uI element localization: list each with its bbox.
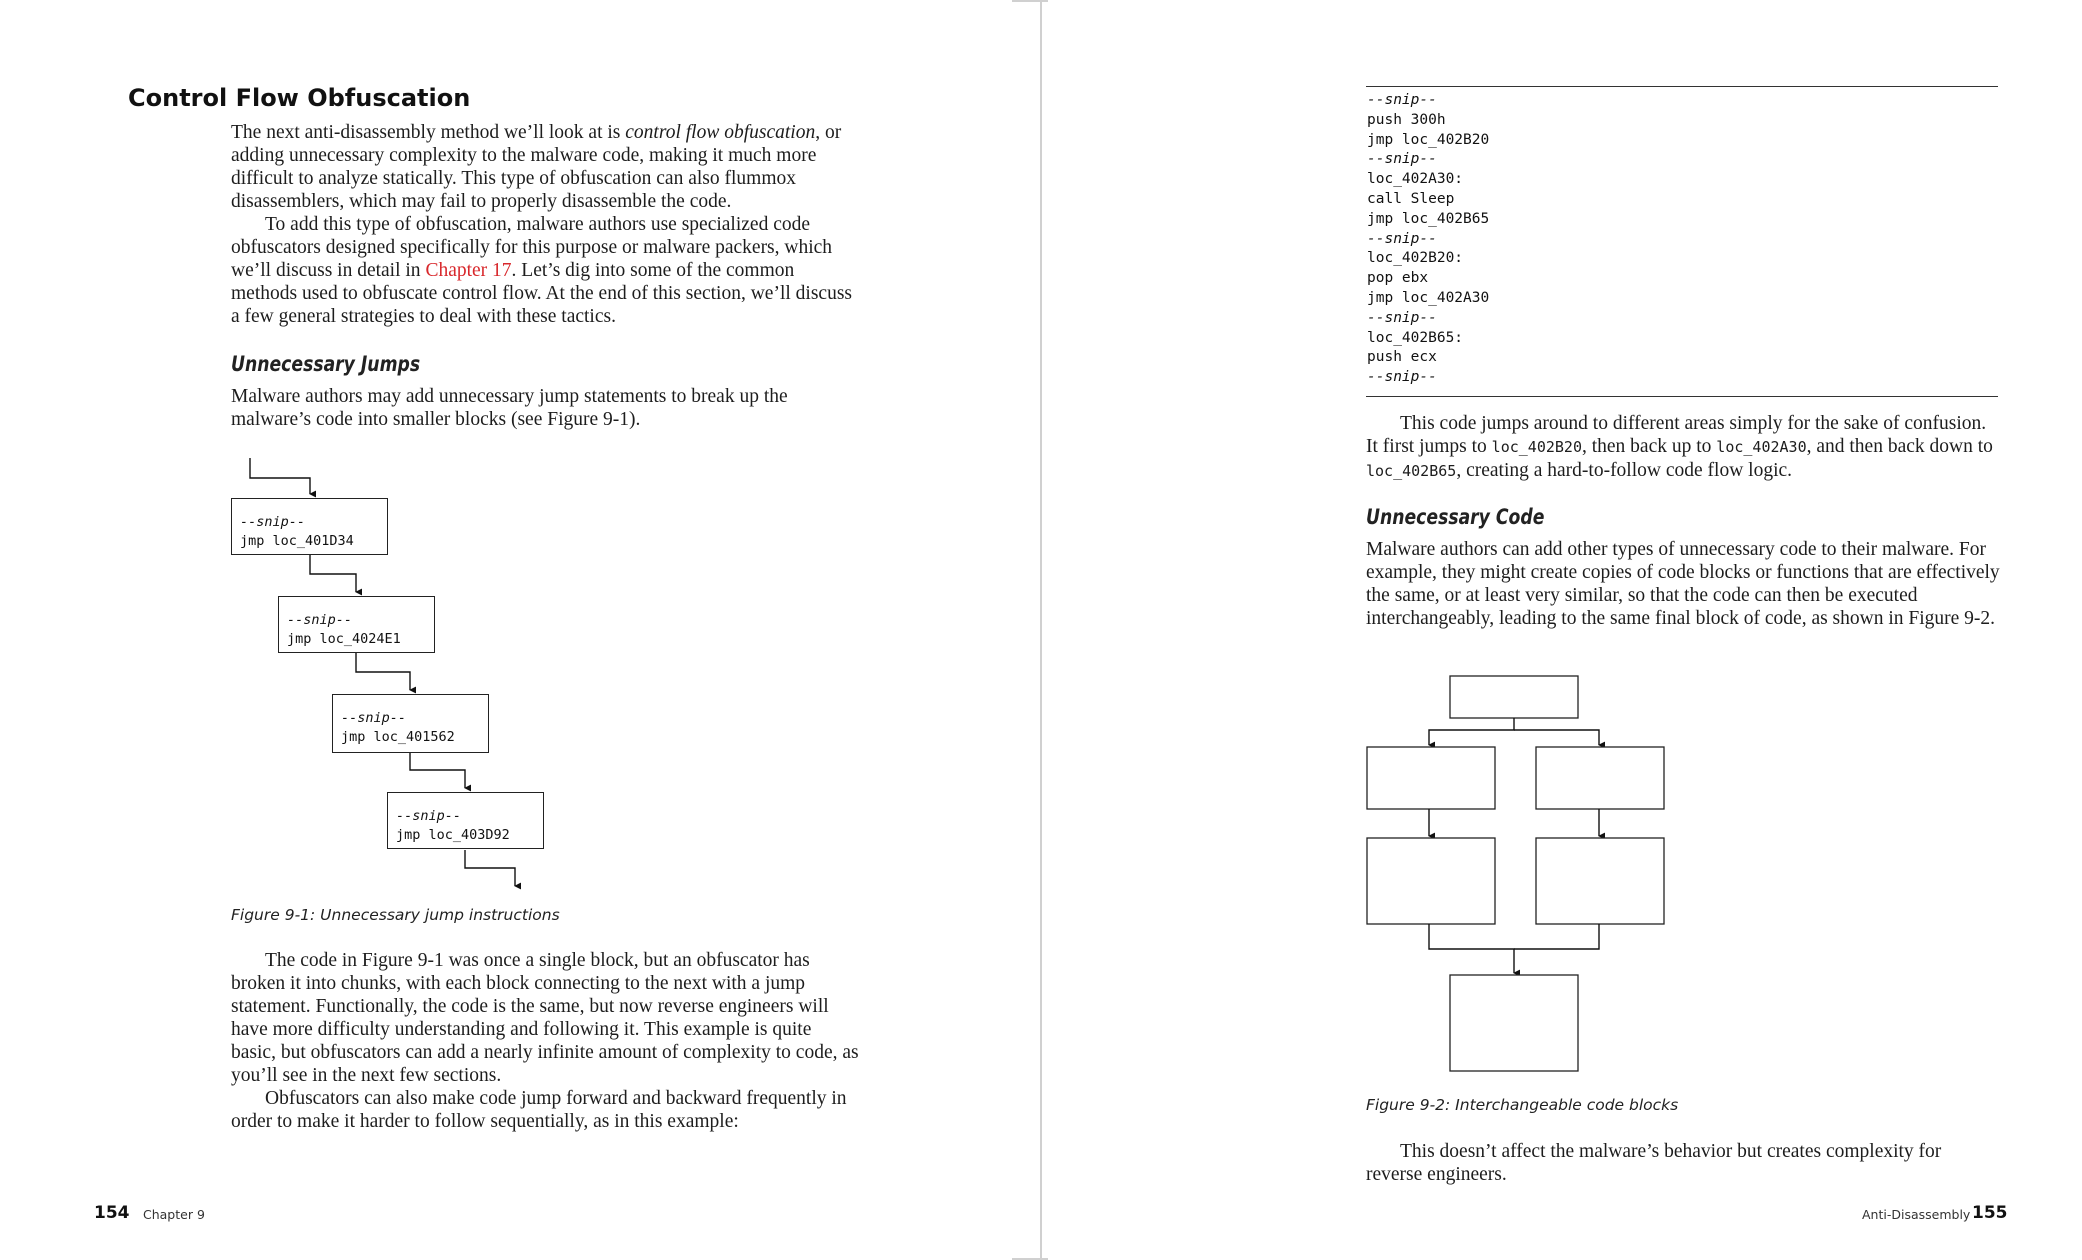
block-3-code: jmp loc_401562 — [341, 729, 455, 745]
after-figure-text — [231, 949, 861, 1133]
listing-line: jmp loc_402B20 — [1367, 131, 1490, 148]
page-gutter — [1040, 0, 1048, 1260]
inline-code-loc-402a30: loc_402A30 — [1716, 438, 1807, 456]
figure-9-1-caption: Figure 9-1: Unnecessary jump instructions — [231, 906, 560, 924]
explain-text-3: , and then back down to — [1806, 436, 1993, 457]
code-block-4 — [387, 792, 544, 849]
listing-top-rule — [1366, 86, 1998, 87]
listing-line: --snip-- — [1367, 92, 1437, 108]
connector-3-4 — [410, 752, 465, 788]
explain-paragraph — [1366, 412, 1996, 483]
intro-p1-text-end: , or adding unnecessary complexity to the malware code, making it much more difficult to analyze statically. This type of obfuscation can also flummox disassemblers, which may fail to properly disassemble the code. — [231, 122, 842, 212]
left-block-2 — [1367, 838, 1495, 924]
listing-line: loc_402B65: — [1367, 329, 1464, 346]
listing-line: push ecx — [1367, 349, 1437, 366]
intro-paragraph-2 — [231, 213, 861, 328]
top-block — [1450, 676, 1578, 718]
block-2-code: jmp loc_4024E1 — [287, 631, 401, 647]
intro-text — [231, 121, 861, 328]
closing-paragraph — [1366, 1140, 1996, 1186]
code-block-3 — [332, 694, 489, 753]
exit-arrow — [465, 850, 515, 886]
right-page — [1048, 0, 2082, 1260]
jumps-paragraph — [231, 385, 851, 431]
closing-paragraph-text: This doesn’t affect the malware’s behavior but creates complexity for reverse engineers. — [1366, 1141, 1942, 1185]
code-listing — [1367, 91, 1489, 388]
block-3-snip: --snip-- — [341, 710, 407, 726]
page-number-left: 154 — [94, 1203, 130, 1223]
listing-line: loc_402A30: — [1367, 171, 1464, 188]
block-1-code: jmp loc_401D34 — [240, 533, 354, 549]
intro-p1-text: The next anti-disassembly method we’ll look at is — [231, 122, 626, 143]
inline-code-loc-402b20: loc_402B20 — [1491, 438, 1582, 456]
intro-p1-emphasis: control flow obfuscation — [625, 122, 816, 143]
after-figure-paragraph-2: Obfuscators can also make code jump forward and backward frequently in order to make it harder to follow sequentially, as in this example: — [231, 1088, 847, 1132]
intro-p2-text-end: . Let’s dig into some of the common methods used to obfuscate control flow. At the end of this section, we’ll discuss a few general strategies to deal with these tactics. — [231, 260, 853, 327]
intro-paragraph-1 — [231, 121, 861, 213]
block-2-snip: --snip-- — [287, 612, 353, 628]
entry-arrow — [250, 458, 310, 494]
block-4-snip: --snip-- — [396, 808, 462, 824]
block-1-snip: --snip-- — [240, 514, 306, 530]
right-block-1 — [1536, 747, 1664, 809]
listing-line: --snip-- — [1367, 369, 1437, 386]
code-paragraph — [1366, 538, 2001, 630]
connector-2-3 — [356, 652, 410, 690]
figure-9-1 — [200, 450, 600, 900]
after-figure-paragraph-1: The code in Figure 9-1 was once a single block, but an obfuscator has broken it into chunks, with each block connecting to the next with a jump statement. Functionally, the code is the same, but now reverse engineers will have more difficulty understanding and following it. This example is quite basic, but obfuscators can add a nearly infinite amount of complexity to code, as you’ll see in the next few sections. — [231, 950, 859, 1086]
page-number-right: 155 — [1972, 1203, 2008, 1223]
merge-connector-right — [1514, 924, 1599, 949]
listing-line: pop ebx — [1367, 270, 1429, 287]
explain-text-1: This code jumps around to different areas simply for the sake of confusion. It first jumps to — [1366, 413, 1987, 457]
listing-line: call Sleep — [1367, 190, 1455, 207]
listing-line: loc_402B20: — [1367, 250, 1464, 267]
merge-connector-left — [1429, 924, 1514, 973]
code-paragraph-text: Malware authors can add other types of unnecessary code to their malware. For example, they might create copies of code blocks or functions that are effectively the same, or at least very similar, so that the code can then be executed interchangeably, leading to the same final block of code, as shown in Figure 9-2. — [1366, 539, 2000, 629]
connector-1-2 — [310, 554, 356, 592]
explain-text-2: , then back up to — [1581, 436, 1717, 457]
listing-line: jmp loc_402A30 — [1367, 289, 1490, 306]
listing-bottom-rule — [1366, 396, 1998, 397]
left-page — [0, 0, 1040, 1260]
explain-text-4: , creating a hard-to-follow code flow logic. — [1456, 460, 1793, 481]
listing-line: --snip-- — [1367, 230, 1437, 247]
figure-9-2-caption: Figure 9-2: Interchangeable code blocks — [1366, 1096, 1679, 1114]
explain-paragraph-text — [1366, 412, 1996, 483]
listing-line: --snip-- — [1367, 151, 1437, 168]
code-block-2 — [278, 596, 435, 653]
subheading-unnecessary-jumps: Unnecessary Jumps — [231, 352, 421, 376]
listing-line: push 300h — [1367, 111, 1446, 128]
final-block — [1450, 975, 1578, 1071]
code-block-1 — [231, 498, 388, 555]
jumps-paragraph-text: Malware authors may add unnecessary jump statements to break up the malware’s code into smaller blocks (see Figure 9-1). — [231, 386, 788, 430]
block-4-code: jmp loc_403D92 — [396, 827, 510, 843]
figure-9-2 — [1366, 675, 1686, 1085]
chapter-17-link[interactable]: Chapter 17 — [425, 260, 512, 281]
inline-code-loc-402b65: loc_402B65 — [1366, 462, 1457, 480]
listing-line: --snip-- — [1367, 309, 1437, 326]
split-connector-left — [1429, 718, 1514, 745]
split-connector-right — [1514, 730, 1599, 745]
section-title: Control Flow Obfuscation — [128, 84, 471, 112]
subheading-unnecessary-code: Unnecessary Code — [1366, 505, 1545, 529]
running-footer-right: Anti-Disassembly — [1862, 1207, 1971, 1222]
listing-line: jmp loc_402B65 — [1367, 210, 1490, 227]
running-footer-left: Chapter 9 — [143, 1207, 205, 1222]
right-block-2 — [1536, 838, 1664, 924]
intro-p2-text: To add this type of obfuscation, malware authors use specialized code obfuscators designed specifically for this purpose or malware packers, which we’ll discuss in detail in — [231, 214, 833, 281]
left-block-1 — [1367, 747, 1495, 809]
